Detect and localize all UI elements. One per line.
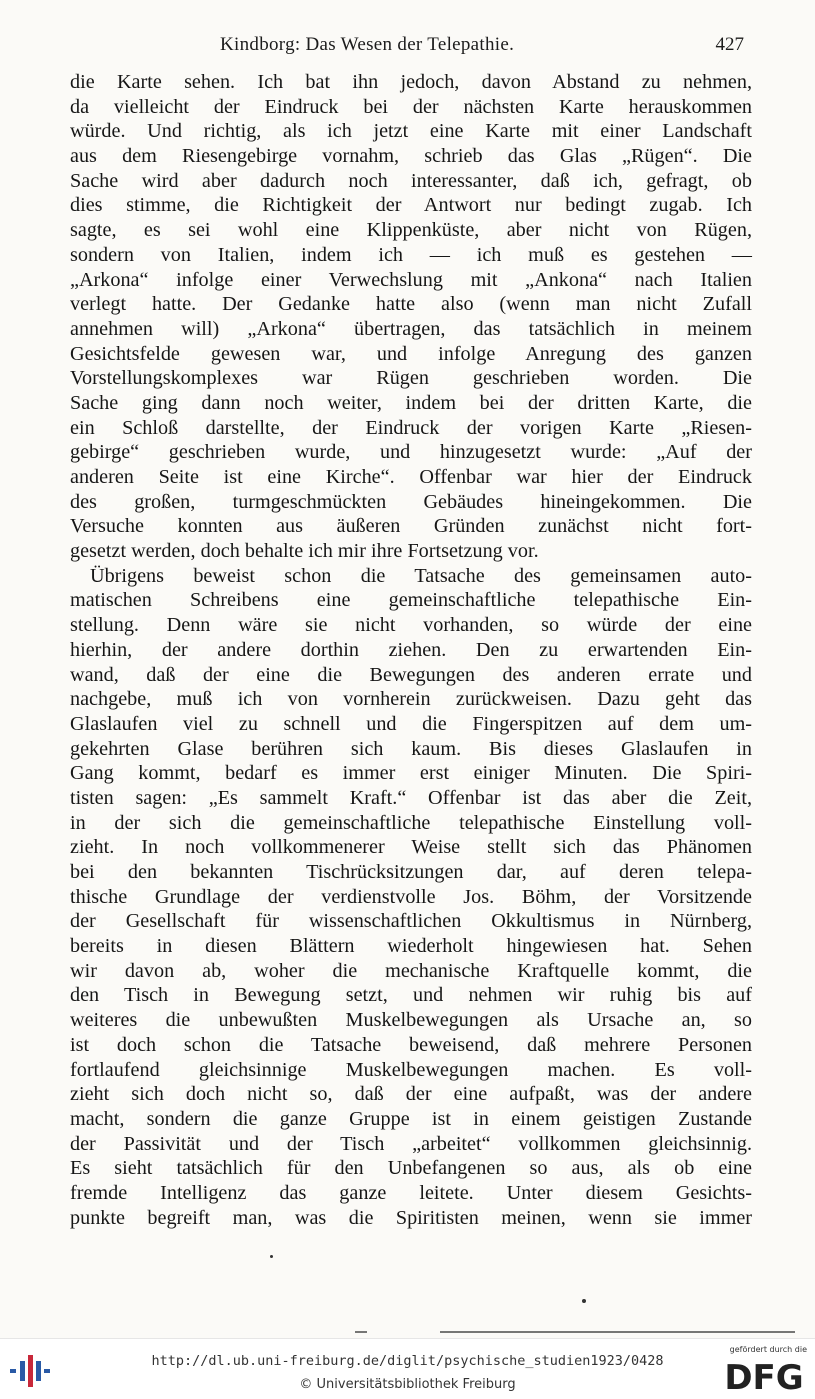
text-line: des großen, turmgeschmückten Gebäudes hineingekommen. Die: [70, 490, 752, 513]
text-line: verlegt hatte. Der Gedanke hatte also (wenn man nicht Zufall: [70, 293, 752, 316]
text-line: in der sich die gemeinschaftliche telepathische Einstellung voll-: [70, 811, 752, 834]
text-line: gebirge“ geschrieben wurde, und hinzugesetzt wurde: „Auf der: [70, 441, 752, 464]
source-url-link[interactable]: http://dl.ub.uni-freiburg.de/diglit/psychische_studien1923/0428: [151, 1353, 664, 1369]
text-line: Glaslaufen viel zu schnell und die Fingerspitzen auf dem um-: [70, 712, 752, 735]
text-line: Gesichtsfelde gewesen war, und infolge Anregung des ganzen: [70, 342, 752, 365]
text-line: Sache wird aber dadurch noch interessanter, daß ich, gefragt, ob: [70, 169, 752, 192]
dfg-logo-icon: [721, 1357, 807, 1393]
scan-rule: [440, 1331, 795, 1333]
scan-rule-fragment: [355, 1331, 367, 1333]
text-line: zieht sich doch nicht so, daß der eine aufpaßt, was der andere: [70, 1083, 752, 1106]
text-line: sondern von Italien, indem ich — ich muß es gestehen —: [70, 243, 752, 266]
text-line: ein Schloß darstellte, der Eindruck der vorigen Karte „Riesen-: [70, 416, 752, 439]
running-header: [70, 34, 750, 62]
text-line: wir davon ab, woher die mechanische Kraftquelle kommt, die: [70, 959, 752, 982]
text-line: tisten sagen: „Es sammelt Kraft.“ Offenbar ist das aber die Zeit,: [70, 786, 752, 809]
scan-speck: [270, 1255, 273, 1258]
text-line: Vorstellungskomplexes war Rügen geschrieben worden. Die: [70, 367, 752, 390]
text-line: der Passivität und der Tisch „arbeitet“ vollkommen gleichsinnig.: [70, 1132, 752, 1155]
text-line: hierhin, der andere dorthin ziehen. Den zu erwartenden Ein-: [70, 638, 752, 661]
text-line: anderen Seite ist eine Kirche“. Offenbar war hier der Eindruck: [70, 466, 752, 488]
text-line: Sache ging dann noch weiter, indem bei der dritten Karte, die: [70, 391, 752, 414]
text-line: fremde Intelligenz das ganze leitete. Unter diesem Gesichts-: [70, 1181, 752, 1204]
text-line: macht, sondern die ganze Gruppe ist in einem geistigen Zustande: [70, 1107, 752, 1130]
text-line: den Tisch in Bewegung setzt, und nehmen wir ruhig bis auf: [70, 984, 752, 1007]
text-line: Versuche konnten aus äußeren Gründen zunächst nicht fort-: [70, 515, 752, 538]
text-line: „Arkona“ infolge einer Verwechslung mit „Ankona“ nach Italien: [70, 268, 752, 291]
text-line: bei den bekannten Tischrücksitzungen dar, auf deren telepa-: [70, 861, 752, 883]
dfg-logo-text: DFG: [724, 1358, 804, 1393]
text-line: die Karte sehen. Ich bat ihn jedoch, davon Abstand zu nehmen,: [70, 71, 752, 93]
text-line: würde. Und richtig, als ich jetzt eine Karte mit einer Landschaft: [70, 120, 752, 143]
text-line: zieht. In noch vollkommenerer Weise stellt sich das Phänomen: [70, 836, 752, 859]
text-line: wand, daß der eine die Bewegungen des anderen errate und: [70, 663, 752, 686]
text-line: ist doch schon die Tatsache beweisend, daß mehrere Personen: [70, 1033, 752, 1056]
text-line: aus dem Riesengebirge vornahm, schrieb das Glas „Rügen“. Die: [70, 145, 752, 168]
body-text: [70, 70, 752, 1230]
text-line: bereits in diesen Blättern wiederholt hingewiesen hat. Sehen: [70, 935, 752, 958]
text-line: annehmen will) „Arkona“ übertragen, das tatsächlich in meinem: [70, 317, 752, 340]
text-line: Übrigens beweist schon die Tatsache des gemeinsamen auto-: [90, 564, 752, 587]
text-line: fortlaufend gleichsinnige Muskelbewegungen machen. Es voll-: [70, 1058, 752, 1081]
text-line: nachgebe, muß ich von vornherein zurückweisen. Dazu geht das: [70, 688, 752, 711]
text-line: Gang kommt, bedarf es immer erst einiger Minuten. Die Spiri-: [70, 762, 752, 785]
scan-speck: [582, 1299, 586, 1303]
text-line: gekehrten Glase berühren sich kaum. Bis dieses Glaslaufen in: [70, 737, 752, 760]
funder-block: [717, 1345, 807, 1395]
text-line: da vielleicht der Eindruck bei der nächsten Karte herauskommen: [70, 95, 752, 118]
running-title: Kindborg: Das Wesen der Telepathie.: [220, 34, 515, 55]
funding-caption: gefördert durch die: [729, 1345, 807, 1354]
footer-bar: [0, 1338, 815, 1399]
page-number: 427: [715, 34, 744, 55]
text-line: punkte begreift man, was die Spiritisten meinen, wenn sie immer: [70, 1206, 752, 1229]
text-line: der Gesellschaft für wissenschaftlichen Okkultismus in Nürnberg,: [70, 910, 752, 933]
text-line: sagte, es sei wohl eine Klippenküste, aber nicht von Rügen,: [70, 219, 752, 242]
copyright-notice: © Universitätsbibliothek Freiburg: [299, 1377, 516, 1392]
text-line: matischen Schreibens eine gemeinschaftliche telepathische Ein-: [70, 589, 752, 612]
text-line: gesetzt werden, doch behalte ich mir ihre Fortsetzung vor.: [70, 540, 539, 563]
text-line: thische Grundlage der verdienstvolle Jos. Böhm, der Vorsitzende: [70, 885, 752, 908]
text-line: Es sieht tatsächlich für den Unbefangenen so aus, als ob eine: [70, 1157, 752, 1180]
text-line: dies stimme, die Richtigkeit der Antwort nur bedingt zugab. Ich: [70, 194, 752, 217]
text-line: weiteres die unbewußten Muskelbewegungen als Ursache an, so: [70, 1009, 752, 1032]
text-line: stellung. Denn wäre sie nicht vorhanden, so würde der eine: [70, 614, 752, 637]
